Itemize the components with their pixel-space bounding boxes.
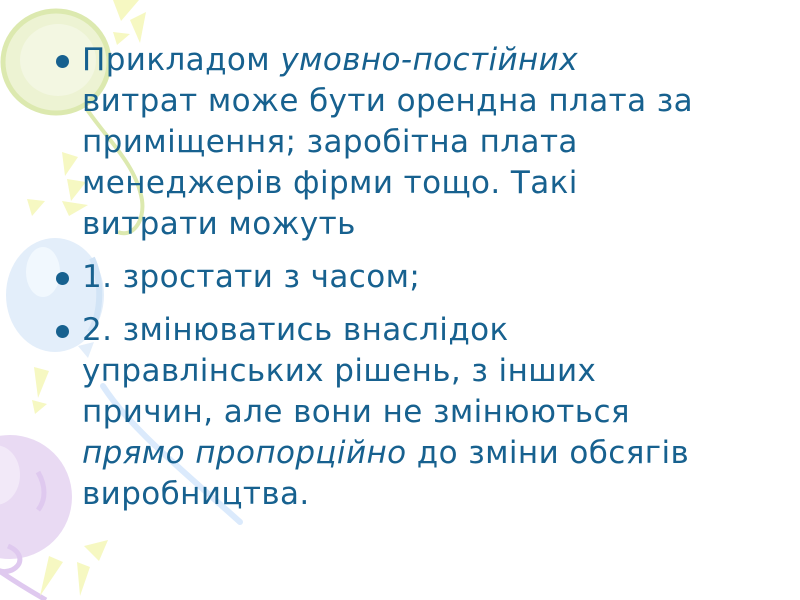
- sparkle-top-icon: [113, 0, 146, 45]
- sparkle-bottom-icon: [40, 540, 108, 596]
- bullet-dot: [56, 55, 69, 68]
- bullet-text: 2. змінюватись внаслідок управлінських рішень, з інших причин, але вони не змінюються прямо пропорційно до зміни обсягів виробництва.: [82, 312, 690, 512]
- bullet-dot: [56, 325, 69, 338]
- bullet-text: 1. зростати з часом;: [82, 259, 421, 295]
- bullet-list: [56, 40, 756, 527]
- sparkle-lower-left-icon: [32, 367, 49, 414]
- bullet-text: Прикладом умовно-постійних витрат може бути орендна плата за приміщення; заробітна плата менеджерів фірми тощо. Такі витрати можуть: [82, 42, 693, 242]
- bullet-dot: [56, 272, 69, 285]
- bullet-item: [56, 40, 756, 245]
- bullet-item: [56, 310, 756, 515]
- bullet-item: [56, 257, 756, 298]
